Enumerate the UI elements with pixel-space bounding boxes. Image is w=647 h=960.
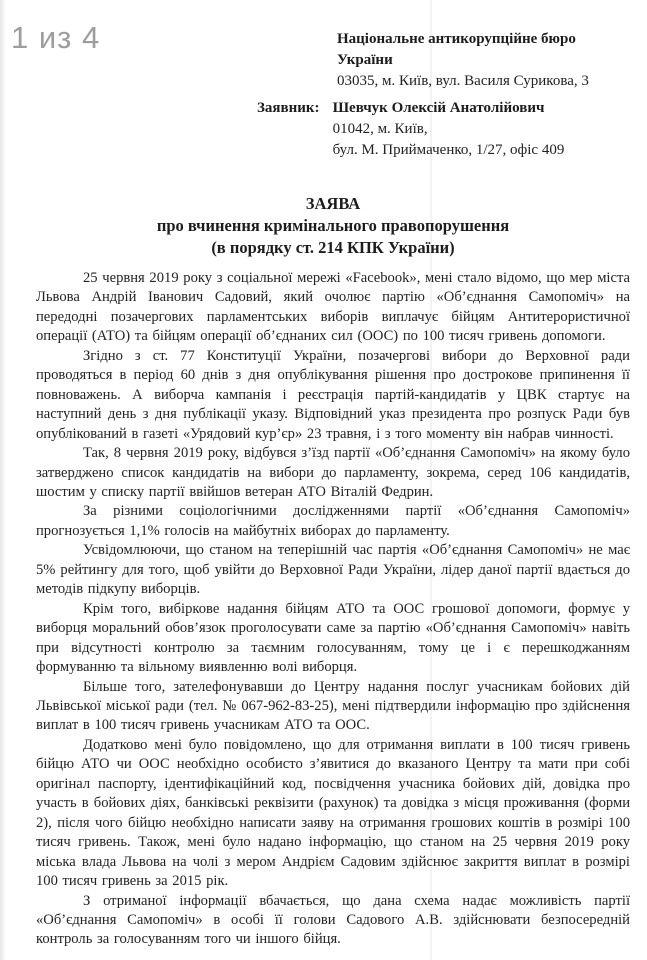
paragraph: Усвідомлюючи, що станом на теперішній час партія «Об’єднання Самопоміч» не має 5% рейтингу для того, щоб увійти до Верховної Ради України, лідер даної партії вдається до методів підкупу виборців. <box>36 542 630 598</box>
recipient-name-line2: України <box>337 52 393 68</box>
paragraph: Згідно з ст. 77 Конституції України, позачергові вибори до Верховної ради проводяться в період 60 днів з дня опублікування рішення про дострокове припинення її повноважень. А виборча кампанія і реєстрація партій-кандидатів у ЦВК стартує на наступний день з дня публікації указу. Відповідний указ президента про розпуск Ради був опублікований в газеті «Урядовий кур’єр» 23 травня, і з того моменту він набрав чинності. <box>36 347 630 442</box>
paragraph: Додатково мені було повідомлено, що для отримання виплати в 100 тисяч гривень бійцю АТО чи ООС необхідно особисто з’явитися до вказаного Центру та мати при собі оригінал паспорту, ідентифікаційний код, посвідчення учасника бойових дій, довідка про участь в бойових діях, банківські реквізити (рахунок) та довідка з місця проживання (форми 2), після чого бійцю необхідно написати заяву на отримання грошових коштів в розмірі 100 тисяч гривень. Також, мені було надано інформацію, що станом на 25 червня 2019 року міська влада Львова на чолі з мером Андрієм Садовим здійснює закриття виплат в розмірі 100 тисяч гривень за 2015 рік. <box>36 736 630 890</box>
paragraph: За різними соціологічними дослідженнями партії «Об’єднання Самопоміч» прогнозується 1,1% голосів на майбутніх виборах до парламенту. <box>36 503 630 539</box>
recipient-block <box>337 29 637 92</box>
document-title-line3: (в порядку ст. 214 КПК України) <box>211 238 455 257</box>
applicant-name: Шевчук Олексій Анатолійович <box>332 100 545 116</box>
applicant-block <box>257 98 564 161</box>
document-body <box>36 269 630 950</box>
paragraph: Крім того, вибіркове надання бійцям АТО та ООС грошової допомоги, формує у виборця моральний обов’язок проголосувати саме за партію «Об’єднання Самопоміч» навіть при відсутності контролю за таємним голосуванням, тому це і є перешкоджанням формуванню та вільному виявленню волі виборця. <box>36 600 630 676</box>
page-indicator: 1 из 4 <box>11 20 101 55</box>
paragraph: Так, 8 червня 2019 року, відбувся з’їзд партії «Об’єднання Самопоміч» на якому було затверджено список кандидатів на вибори до парламенту, зокрема, серед 106 кандидатів, шостим у списку партії ввійшов ветеран АТО Віталій Федрин. <box>36 445 630 500</box>
document-title <box>36 193 630 259</box>
applicant-address-line2: бул. М. Приймаченко, 1/27, офіс 409 <box>332 142 565 158</box>
paragraph: Більше того, зателефонувавши до Центру надання послуг учасникам бойових дій Львівської міської ради (тел. № 067-962-83-25), мені підтвердили інформацію про здійснення виплат в 100 тисяч гривень учасникам АТО та ООС. <box>36 678 630 734</box>
recipient-name-line1: Національне антикорупційне бюро <box>337 31 576 47</box>
document-title-line2: про вчинення кримінального правопорушення <box>156 216 510 235</box>
applicant-address-line1: 01042, м. Київ, <box>332 121 428 137</box>
paragraph: 25 червня 2019 року з соціальної мережі «Facebook», мені стало відомо, що мер міста Львова Андрій Іванович Садовий, який очолює партію «Об’єднання Самопоміч» на передодні позачергових парламентських виборів виплачує бійцям Антитерористичної операції (АТО) та бійцям операції об’єднаних сил (ООС) по 100 тисяч гривень допомоги. <box>36 270 630 345</box>
document-title-line1: ЗАЯВА <box>305 194 361 213</box>
recipient-address: 03035, м. Київ, вул. Василя Сурикова, 3 <box>337 73 589 89</box>
applicant-label: Заявник: <box>257 100 320 116</box>
scan-edge-shadow <box>0 0 6 960</box>
applicant-details <box>333 98 565 161</box>
paragraph: З отриманої інформації вбачається, що дана схема надає можливість партії «Об’єднання Самопоміч» в особі її голови Садового А.В. здійснювати безпосередній контроль за голосуванням того чи іншого бійця. <box>36 892 630 948</box>
